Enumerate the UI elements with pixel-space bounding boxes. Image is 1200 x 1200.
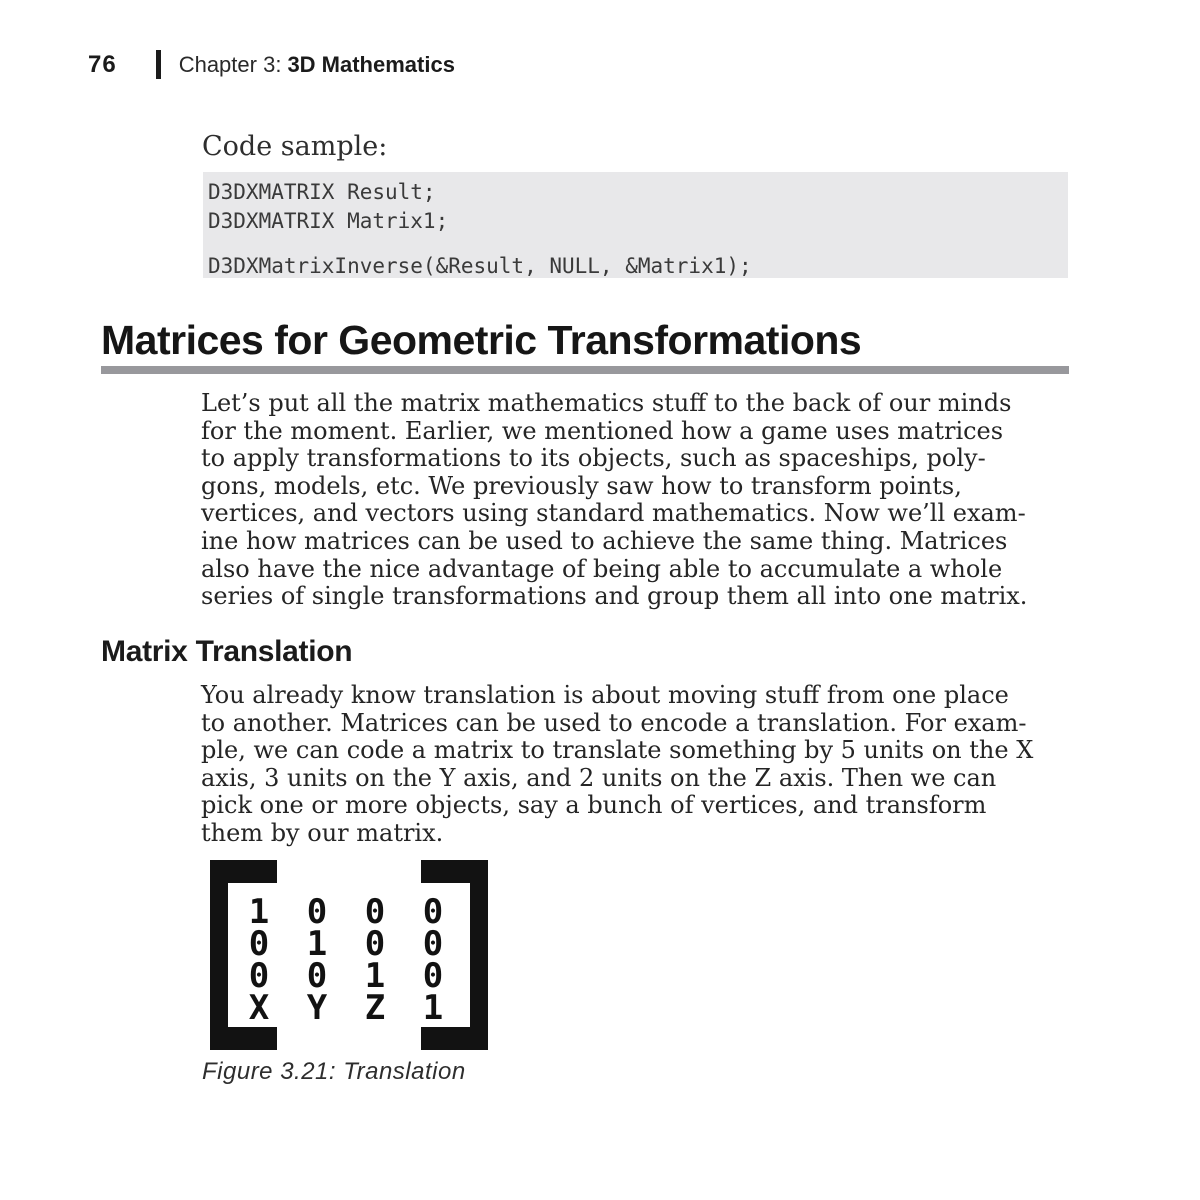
text-line: for the moment. Earlier, we mentioned how a game uses matrices	[201, 416, 1004, 445]
matrix-cell: Z	[364, 988, 386, 1028]
matrix-cell: 0	[306, 956, 328, 996]
text-line: vertices, and vectors using standard mathematics. Now we’ll exam-	[201, 499, 1026, 528]
subsection-paragraph	[201, 682, 1076, 848]
text-line: to apply transformations to its objects, such as spaceships, poly-	[201, 444, 986, 473]
matrix-cell: 0	[364, 892, 386, 932]
matrix-cell: 0	[248, 924, 270, 964]
code-sample-label: Code sample:	[202, 131, 388, 162]
text-line: them by our matrix.	[201, 818, 444, 847]
text-line: ple, we can code a matrix to translate something by 5 units on the X	[201, 736, 1034, 765]
code-blank-line	[208, 236, 1068, 252]
section-title: Matrices for Geometric Transformations	[101, 317, 862, 363]
figure-caption: Figure 3.21: Translation	[202, 1058, 466, 1085]
code-line: D3DXMATRIX Result;	[208, 180, 436, 204]
text-line: Let’s put all the matrix mathematics stuff to the back of our minds	[201, 389, 1012, 417]
matrix-cell: 0	[422, 892, 444, 932]
matrix-right-bracket	[421, 860, 488, 1050]
matrix-cell: 1	[248, 892, 270, 932]
matrix-cell: 0	[306, 892, 328, 932]
text-line: also have the nice advantage of being able to accumulate a whole	[201, 554, 1003, 583]
matrix-cell: 0	[248, 956, 270, 996]
chapter-title: 3D Mathematics	[287, 51, 455, 77]
matrix-cell: 0	[364, 924, 386, 964]
code-line: D3DXMatrixInverse(&Result, NULL, &Matrix1);	[208, 254, 752, 278]
matrix-cell: Y	[306, 988, 328, 1028]
text-line: You already know translation is about moving stuff from one place	[201, 681, 1009, 709]
text-line: pick one or more objects, say a bunch of vertices, and transform	[201, 791, 987, 820]
matrix-cell: 1	[422, 988, 444, 1028]
page-header	[88, 50, 455, 79]
text-line: gons, models, etc. We previously saw how to transform points,	[201, 471, 962, 500]
subsection-title: Matrix Translation	[101, 635, 353, 668]
text-line: series of single transformations and group them all into one matrix.	[201, 582, 1028, 611]
text-line: ine how matrices can be used to achieve the same thing. Matrices	[201, 526, 1008, 555]
matrix-cell: 1	[306, 924, 328, 964]
code-line: D3DXMATRIX Matrix1;	[208, 209, 449, 233]
matrix-cell: 1	[364, 956, 386, 996]
section-title-rule	[101, 366, 1069, 374]
matrix-cell: X	[248, 988, 270, 1028]
matrix-cell: 0	[422, 956, 444, 996]
matrix-cell: 0	[422, 924, 444, 964]
text-line: axis, 3 units on the Y axis, and 2 units on the Z axis. Then we can	[201, 763, 997, 792]
header-divider-bar	[156, 50, 161, 79]
text-line: to another. Matrices can be used to encode a translation. For exam-	[201, 708, 1027, 737]
chapter-label: Chapter 3:	[178, 51, 282, 77]
translation-matrix-figure	[210, 860, 488, 1050]
section-paragraph	[201, 390, 1076, 611]
page-number: 76	[88, 50, 117, 78]
code-block	[203, 172, 1068, 278]
